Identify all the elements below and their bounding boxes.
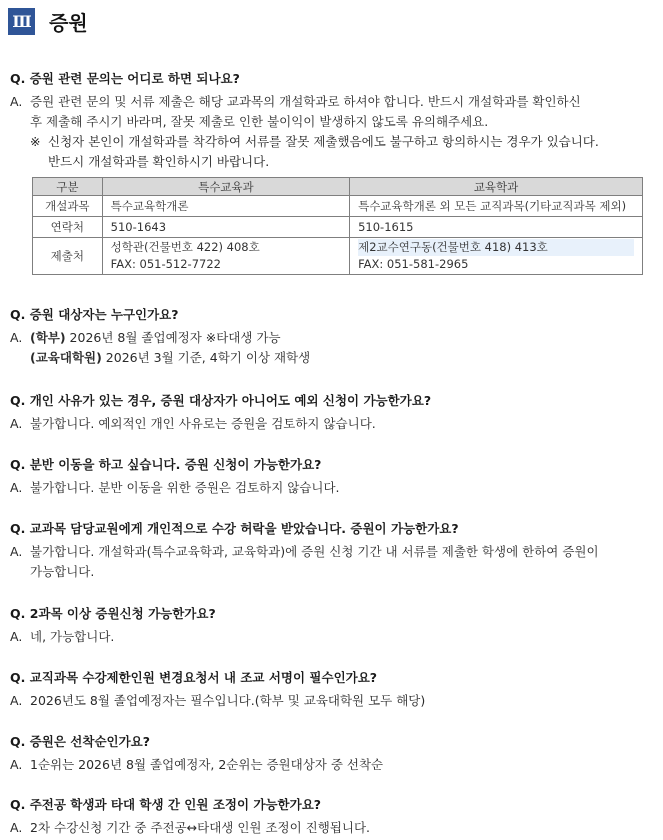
answer [10, 328, 649, 368]
answer [10, 818, 649, 838]
address-line: 제2교수연구동(건물번호 418) 413호 [358, 239, 634, 256]
note-line: 반드시 개설학과를 확인하시기 바랍니다. [48, 154, 270, 169]
answer-text: 네, 가능합니다. [30, 629, 115, 644]
table-cell: 510-1615 [350, 217, 643, 238]
note-line: 신청자 본인이 개설학과를 착각하여 서류를 잘못 제출했음에도 불구하고 항의하시는 경우가 있습니다. [48, 134, 599, 149]
section-number-badge: Ⅲ [8, 8, 35, 35]
table-row [33, 196, 643, 217]
qa-item-8 [10, 733, 649, 775]
table-cell [102, 238, 349, 275]
notice [30, 132, 649, 152]
qa-item-3 [10, 392, 649, 434]
answer-line: 증원 관련 문의 및 서류 제출은 해당 교과목의 개설학과로 하셔야 합니다. 반드시 개설학과를 확인하신 [30, 94, 581, 109]
note-mark: ※ [30, 134, 41, 149]
table-header-row [33, 178, 643, 196]
section-title: 증원 [49, 10, 88, 35]
table-cell [350, 238, 643, 275]
answer [10, 478, 649, 498]
section-header [8, 4, 88, 38]
qa-item-9 [10, 796, 649, 838]
table-row [33, 217, 643, 238]
table-header-cell: 특수교육과 [102, 178, 349, 196]
question: Q. 교직과목 수강제한인원 변경요청서 내 조교 서명이 필수인가요? [10, 670, 378, 685]
row-label: 제출처 [33, 238, 103, 275]
answer-text: 1순위는 2026년 8월 졸업예정자, 2순위는 증원대상자 중 선착순 [30, 757, 384, 772]
qa-item-7 [10, 669, 649, 711]
question: Q. 개인 사유가 있는 경우, 증원 대상자가 아니어도 예외 신청이 가능한가요? [10, 393, 432, 408]
answer-prefix: A. [10, 820, 23, 835]
answer [10, 691, 649, 711]
answer-text: 불가합니다. 예외적인 개인 사유로는 증원을 검토하지 않습니다. [30, 416, 376, 431]
table-row [33, 238, 643, 275]
question: Q. 증원은 선착순인가요? [10, 734, 151, 749]
question: Q. 분반 이동을 하고 싶습니다. 증원 신청이 가능한가요? [10, 457, 322, 472]
qa-item-2 [10, 306, 649, 368]
answer-line: 불가합니다. 개설학과(특수교육학과, 교육학과)에 증원 신청 기간 내 서류를 제출한 학생에 한하여 증원이 [30, 544, 599, 559]
question: Q. 주전공 학생과 타대 학생 간 인원 조정이 가능한가요? [10, 797, 322, 812]
question: Q. 교과목 담당교원에게 개인적으로 수강 허락을 받았습니다. 증원이 가능한가요? [10, 521, 459, 536]
fax-line: FAX: 051-512-7722 [110, 257, 221, 271]
target-group-label: (교육대학원) [30, 350, 102, 365]
question: Q. 2과목 이상 증원신청 가능한가요? [10, 606, 216, 621]
question: Q. 증원 대상자는 누구인가요? [10, 307, 179, 322]
target-group-desc: 2026년 8월 졸업예정자 ※타대생 가능 [65, 330, 281, 345]
answer-prefix: A. [10, 544, 23, 559]
row-label: 개설과목 [33, 196, 103, 217]
qa-item-6 [10, 605, 649, 647]
answer-prefix: A. [10, 416, 23, 431]
table-cell: 510-1643 [102, 217, 349, 238]
fax-line: FAX: 051-581-2965 [358, 257, 469, 271]
answer-prefix: A. [10, 330, 23, 345]
row-label: 연락처 [33, 217, 103, 238]
answer-text: 2차 수강신청 기간 중 주전공↔타대생 인원 조정이 진행됩니다. [30, 820, 371, 835]
answer [10, 755, 649, 775]
answer-prefix: A. [10, 629, 23, 644]
table-header-cell: 구분 [33, 178, 103, 196]
contact-table [32, 177, 643, 275]
answer-line: 가능합니다. [30, 564, 95, 579]
table-cell: 특수교육학개론 외 모든 교직과목(기타교직과목 제외) [350, 196, 643, 217]
answer-line: 후 제출해 주시기 바라며, 잘못 제출로 인한 불이익이 발생하지 않도록 유의해주세요. [30, 114, 489, 129]
answer [10, 627, 649, 647]
question: Q. 증원 관련 문의는 어디로 하면 되나요? [10, 71, 240, 86]
answer-prefix: A. [10, 693, 23, 708]
answer-text: 2026년도 8월 졸업예정자는 필수입니다.(학부 및 교육대학원 모두 해당) [30, 693, 426, 708]
qa-item-5 [10, 520, 649, 582]
table-cell: 특수교육학개론 [102, 196, 349, 217]
answer-prefix: A. [10, 94, 23, 109]
answer [10, 542, 649, 582]
target-group-label: (학부) [30, 330, 66, 345]
qa-item-1 [10, 70, 649, 172]
address-line: 성학관(건물번호 422) 408호 [110, 240, 260, 254]
target-group-desc: 2026년 3월 기준, 4학기 이상 재학생 [101, 350, 311, 365]
answer-prefix: A. [10, 757, 23, 772]
qa-item-4 [10, 456, 649, 498]
answer-text: 불가합니다. 분반 이동을 위한 증원은 검토하지 않습니다. [30, 480, 340, 495]
table-header-cell: 교육학과 [350, 178, 643, 196]
answer [10, 414, 649, 434]
answer [10, 92, 649, 132]
answer-prefix: A. [10, 480, 23, 495]
